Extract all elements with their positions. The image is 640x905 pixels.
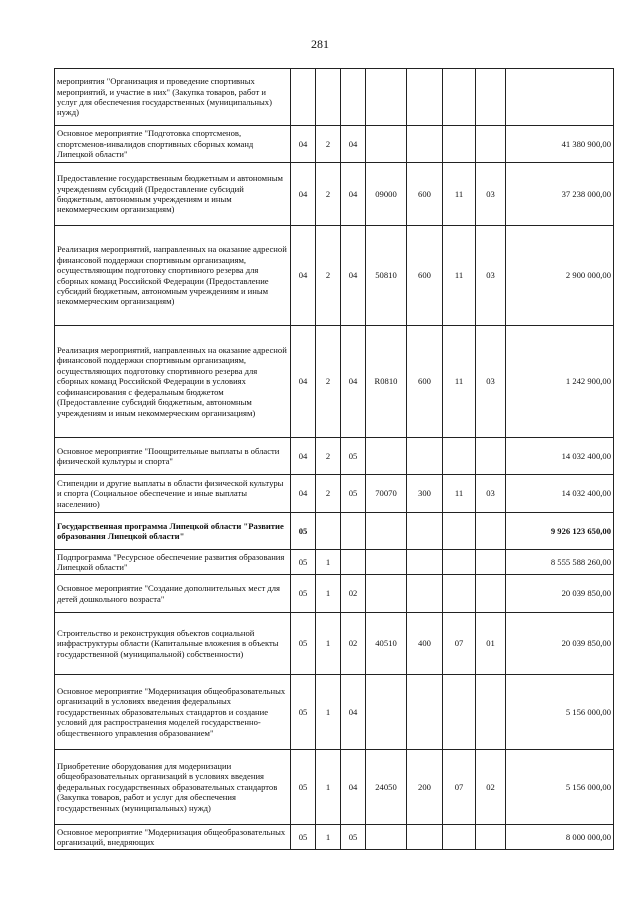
section-cell bbox=[443, 575, 476, 613]
main-event-code-cell: 04 bbox=[341, 675, 366, 750]
direction-code-cell bbox=[366, 438, 407, 475]
program-code-cell bbox=[291, 69, 316, 126]
direction-code-cell: 24050 bbox=[366, 750, 407, 825]
amount-cell: 8 000 000,00 bbox=[506, 825, 614, 850]
section-cell: 11 bbox=[443, 163, 476, 226]
amount-cell: 41 380 900,00 bbox=[506, 126, 614, 163]
expense-type-cell: 200 bbox=[407, 750, 443, 825]
main-event-code-cell: 04 bbox=[341, 226, 366, 326]
amount-cell: 14 032 400,00 bbox=[506, 438, 614, 475]
budget-table bbox=[54, 68, 614, 850]
direction-code-cell bbox=[366, 513, 407, 550]
subsection-cell bbox=[476, 675, 506, 750]
row-description: Основное мероприятие "Создание дополнительных мест для детей дошкольного возраста" bbox=[55, 575, 291, 613]
table-row bbox=[55, 475, 614, 513]
program-code-cell: 05 bbox=[291, 825, 316, 850]
subprogram-code-cell: 1 bbox=[316, 825, 341, 850]
subsection-cell bbox=[476, 550, 506, 575]
section-cell bbox=[443, 513, 476, 550]
subprogram-code-cell: 1 bbox=[316, 675, 341, 750]
amount-cell: 14 032 400,00 bbox=[506, 475, 614, 513]
table-row bbox=[55, 163, 614, 226]
row-description: Предоставление государственным бюджетным и автономным учреждениям субсидий (Предоставление субсидий бюджетным, автономным учреждениям и иным некоммерческим организациям) bbox=[55, 163, 291, 226]
expense-type-cell bbox=[407, 513, 443, 550]
section-cell bbox=[443, 675, 476, 750]
main-event-code-cell: 02 bbox=[341, 613, 366, 675]
subsection-cell: 03 bbox=[476, 163, 506, 226]
main-event-code-cell bbox=[341, 550, 366, 575]
direction-code-cell bbox=[366, 550, 407, 575]
subsection-cell bbox=[476, 825, 506, 850]
section-cell: 11 bbox=[443, 326, 476, 438]
section-cell: 07 bbox=[443, 613, 476, 675]
program-code-cell: 05 bbox=[291, 550, 316, 575]
direction-code-cell bbox=[366, 126, 407, 163]
budget-table-body bbox=[55, 69, 614, 850]
table-row bbox=[55, 226, 614, 326]
row-description: Стипендии и другие выплаты в области физической культуры и спорта (Социальное обеспечение и иные выплаты населению) bbox=[55, 475, 291, 513]
subsection-cell: 03 bbox=[476, 475, 506, 513]
amount-cell: 9 926 123 650,00 bbox=[506, 513, 614, 550]
main-event-code-cell: 05 bbox=[341, 475, 366, 513]
row-description: Основное мероприятие "Модернизация общеобразовательных организаций, внедряющих bbox=[55, 825, 291, 850]
program-code-cell: 04 bbox=[291, 475, 316, 513]
subsection-cell bbox=[476, 575, 506, 613]
main-event-code-cell bbox=[341, 513, 366, 550]
table-row bbox=[55, 69, 614, 126]
main-event-code-cell: 05 bbox=[341, 438, 366, 475]
program-code-cell: 04 bbox=[291, 163, 316, 226]
program-code-cell: 04 bbox=[291, 326, 316, 438]
page-number: 281 bbox=[311, 37, 329, 51]
subprogram-code-cell: 1 bbox=[316, 613, 341, 675]
expense-type-cell bbox=[407, 575, 443, 613]
main-event-code-cell: 02 bbox=[341, 575, 366, 613]
subsection-cell: 03 bbox=[476, 226, 506, 326]
direction-code-cell: 40510 bbox=[366, 613, 407, 675]
program-code-cell: 05 bbox=[291, 750, 316, 825]
row-description: Основное мероприятие "Модернизация общеобразовательных организаций в условиях введения федеральных государственных образовательных стандартов и создание условий для распространения моделей государственно-общественного управления образованием" bbox=[55, 675, 291, 750]
main-event-code-cell: 05 bbox=[341, 825, 366, 850]
expense-type-cell: 600 bbox=[407, 226, 443, 326]
program-code-cell: 05 bbox=[291, 513, 316, 550]
subprogram-code-cell: 1 bbox=[316, 750, 341, 825]
row-description: Подпрограмма "Ресурсное обеспечение развития образования Липецкой области" bbox=[55, 550, 291, 575]
amount-cell: 37 238 000,00 bbox=[506, 163, 614, 226]
row-description: Реализация мероприятий, направленных на оказание адресной финансовой поддержки спортивным организациям, осуществляющих подготовку спортивного резерва для сборных команд Российской Федерации в условиях софинансирования с федеральным бюджетом (Предоставление субсидий бюджетным, автономным учреждениям и иным некоммерческим организациям) bbox=[55, 326, 291, 438]
amount-cell: 5 156 000,00 bbox=[506, 675, 614, 750]
expense-type-cell bbox=[407, 438, 443, 475]
program-code-cell: 04 bbox=[291, 226, 316, 326]
amount-cell: 8 555 588 260,00 bbox=[506, 550, 614, 575]
expense-type-cell bbox=[407, 675, 443, 750]
direction-code-cell bbox=[366, 69, 407, 126]
table-row bbox=[55, 613, 614, 675]
amount-cell: 5 156 000,00 bbox=[506, 750, 614, 825]
direction-code-cell: R0810 bbox=[366, 326, 407, 438]
subsection-cell bbox=[476, 438, 506, 475]
subprogram-code-cell: 2 bbox=[316, 163, 341, 226]
amount-cell: 2 900 000,00 bbox=[506, 226, 614, 326]
subsection-cell bbox=[476, 69, 506, 126]
program-code-cell: 04 bbox=[291, 438, 316, 475]
section-cell bbox=[443, 438, 476, 475]
subprogram-code-cell: 2 bbox=[316, 438, 341, 475]
main-event-code-cell: 04 bbox=[341, 326, 366, 438]
section-cell: 07 bbox=[443, 750, 476, 825]
program-code-cell: 05 bbox=[291, 613, 316, 675]
amount-cell bbox=[506, 69, 614, 126]
direction-code-cell: 50810 bbox=[366, 226, 407, 326]
section-cell bbox=[443, 825, 476, 850]
table-row bbox=[55, 675, 614, 750]
direction-code-cell bbox=[366, 575, 407, 613]
subprogram-code-cell: 1 bbox=[316, 550, 341, 575]
subprogram-code-cell bbox=[316, 513, 341, 550]
main-event-code-cell: 04 bbox=[341, 163, 366, 226]
expense-type-cell bbox=[407, 69, 443, 126]
table-row bbox=[55, 825, 614, 850]
program-code-cell: 05 bbox=[291, 575, 316, 613]
section-cell bbox=[443, 69, 476, 126]
row-description: Основное мероприятие "Подготовка спортсменов, спортсменов-инвалидов спортивных сборных команд Липецкой области" bbox=[55, 126, 291, 163]
table-row bbox=[55, 575, 614, 613]
subprogram-code-cell: 2 bbox=[316, 226, 341, 326]
subsection-cell bbox=[476, 126, 506, 163]
subsection-cell: 02 bbox=[476, 750, 506, 825]
main-event-code-cell bbox=[341, 69, 366, 126]
row-description: мероприятия "Организация и проведение спортивных мероприятий, и участие в них" (Закупка товаров, работ и услуг для обеспечения государственных (муниципальных) нужд) bbox=[55, 69, 291, 126]
program-code-cell: 04 bbox=[291, 126, 316, 163]
table-row bbox=[55, 750, 614, 825]
row-description: Приобретение оборудования для модернизации общеобразовательных организаций в условиях введения федеральных государственных образовательных стандартов (Закупка товаров, работ и услуг для обеспечения государственных (муниципальных) нужд) bbox=[55, 750, 291, 825]
row-description: Строительство и реконструкция объектов социальной инфраструктуры области (Капитальные вложения в объекты государственной (муниципальной) собственности) bbox=[55, 613, 291, 675]
main-event-code-cell: 04 bbox=[341, 750, 366, 825]
expense-type-cell: 600 bbox=[407, 326, 443, 438]
expense-type-cell: 300 bbox=[407, 475, 443, 513]
table-row bbox=[55, 438, 614, 475]
amount-cell: 20 039 850,00 bbox=[506, 575, 614, 613]
subprogram-code-cell: 2 bbox=[316, 326, 341, 438]
table-row bbox=[55, 513, 614, 550]
direction-code-cell: 70070 bbox=[366, 475, 407, 513]
direction-code-cell bbox=[366, 825, 407, 850]
expense-type-cell bbox=[407, 550, 443, 575]
subprogram-code-cell: 2 bbox=[316, 126, 341, 163]
main-event-code-cell: 04 bbox=[341, 126, 366, 163]
row-description: Реализация мероприятий, направленных на оказание адресной финансовой поддержки спортивным организациям, осуществляющим подготовку спортивного резерва для сборных команд Российской Федерации (Предоставление субсидий бюджетным, автономным учреждениям и иным некоммерческим организациям) bbox=[55, 226, 291, 326]
section-cell bbox=[443, 550, 476, 575]
section-cell: 11 bbox=[443, 475, 476, 513]
direction-code-cell bbox=[366, 675, 407, 750]
direction-code-cell: 09000 bbox=[366, 163, 407, 226]
expense-type-cell bbox=[407, 825, 443, 850]
section-cell: 11 bbox=[443, 226, 476, 326]
program-code-cell: 05 bbox=[291, 675, 316, 750]
row-description: Основное мероприятие "Поощрительные выплаты в области физической культуры и спорта" bbox=[55, 438, 291, 475]
expense-type-cell bbox=[407, 126, 443, 163]
subprogram-code-cell bbox=[316, 69, 341, 126]
expense-type-cell: 400 bbox=[407, 613, 443, 675]
subsection-cell: 01 bbox=[476, 613, 506, 675]
table-row bbox=[55, 326, 614, 438]
table-row bbox=[55, 550, 614, 575]
subprogram-code-cell: 1 bbox=[316, 575, 341, 613]
amount-cell: 1 242 900,00 bbox=[506, 326, 614, 438]
amount-cell: 20 039 850,00 bbox=[506, 613, 614, 675]
subsection-cell: 03 bbox=[476, 326, 506, 438]
table-row bbox=[55, 126, 614, 163]
subprogram-code-cell: 2 bbox=[316, 475, 341, 513]
row-description: Государственная программа Липецкой области "Развитие образования Липецкой области" bbox=[55, 513, 291, 550]
subsection-cell bbox=[476, 513, 506, 550]
section-cell bbox=[443, 126, 476, 163]
expense-type-cell: 600 bbox=[407, 163, 443, 226]
